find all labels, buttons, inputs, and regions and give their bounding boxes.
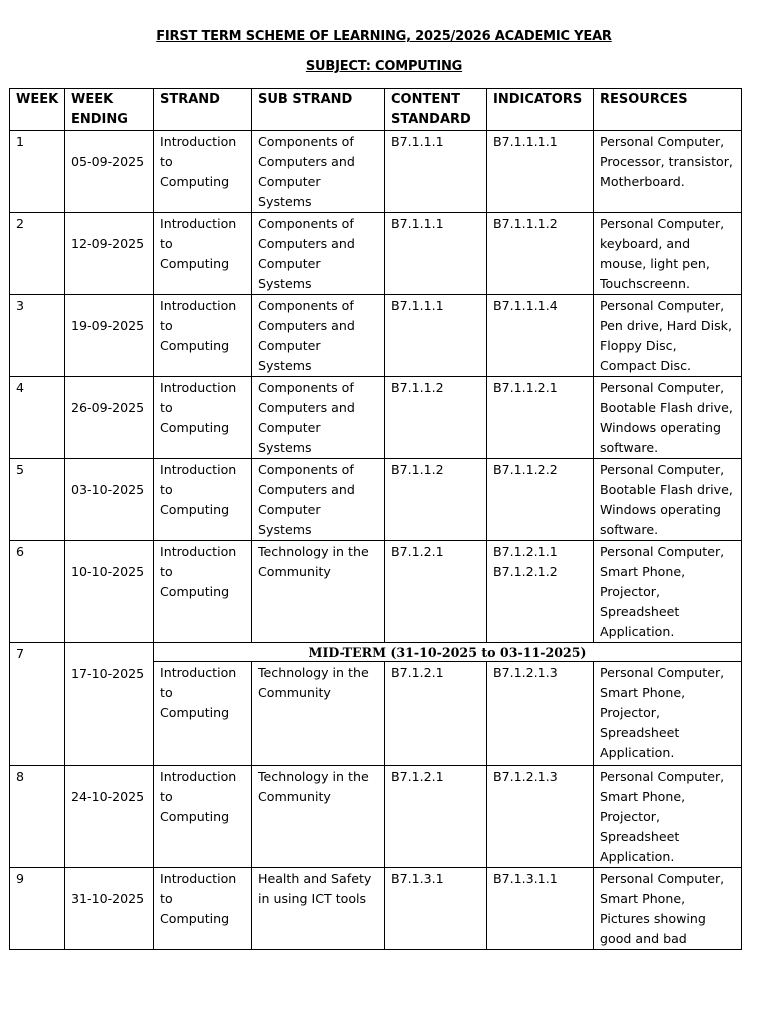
cell-indicators — [487, 377, 594, 459]
cell-sub-strand: Components of Computers and Computer Systems — [252, 377, 385, 459]
cell-sub-strand: Components of Computers and Computer Systems — [252, 131, 385, 213]
cell-sub-strand: Health and Safety in using ICT tools — [252, 868, 385, 950]
cell-resources: Personal Computer, Pen drive, Hard Disk, Floppy Disc, Compact Disc. — [594, 295, 742, 377]
cell-week: 8 — [10, 766, 65, 868]
cell-strand: Introduction to Computing — [154, 868, 252, 950]
cell-resources: Personal Computer, Smart Phone, Pictures showing good and bad — [594, 868, 742, 950]
cell-content-standard: B7.1.2.1 — [385, 541, 487, 643]
cell-strand: Introduction to Computing — [154, 131, 252, 213]
cell-week: 7 — [10, 643, 65, 766]
header-week-ending-line2: ENDING — [71, 112, 128, 127]
indicator-code: B7.1.1.1.4 — [493, 298, 558, 313]
cell-week: 1 — [10, 131, 65, 213]
header-strand: STRAND — [154, 89, 252, 131]
indicator-code: B7.1.3.1.1 — [493, 871, 558, 886]
cell-sub-strand: Components of Computers and Computer Systems — [252, 295, 385, 377]
cell-strand: Introduction to Computing — [154, 662, 252, 766]
cell-indicators — [487, 295, 594, 377]
cell-strand: Introduction to Computing — [154, 213, 252, 295]
cell-indicators — [487, 213, 594, 295]
cell-indicators — [487, 766, 594, 868]
table-row — [10, 459, 742, 541]
cell-week: 2 — [10, 213, 65, 295]
cell-content-standard: B7.1.1.2 — [385, 377, 487, 459]
cell-strand: Introduction to Computing — [154, 541, 252, 643]
subject-title: SUBJECT: COMPUTING — [305, 59, 463, 74]
scheme-of-learning-table — [9, 88, 742, 950]
cell-content-standard: B7.1.1.1 — [385, 213, 487, 295]
table-row — [10, 868, 742, 950]
table-row — [10, 295, 742, 377]
cell-resources: Personal Computer, keyboard, and mouse, light pen, Touchscreenn. — [594, 213, 742, 295]
cell-sub-strand: Technology in the Community — [252, 766, 385, 868]
header-content-standard-line2: STANDARD — [391, 112, 471, 127]
cell-content-standard: B7.1.1.2 — [385, 459, 487, 541]
cell-resources: Personal Computer, Smart Phone, Projector, Spreadsheet Application. — [594, 541, 742, 643]
indicator-code: B7.1.2.1.3 — [493, 769, 558, 784]
table-header-row — [10, 89, 742, 131]
document-title: FIRST TERM SCHEME OF LEARNING, 2025/2026 ACADEMIC YEAR — [156, 29, 612, 44]
cell-sub-strand: Components of Computers and Computer Systems — [252, 459, 385, 541]
cell-indicators — [487, 868, 594, 950]
cell-week-ending: 05-09-2025 — [65, 131, 154, 213]
header-sub-strand: SUB STRAND — [252, 89, 385, 131]
header-content-standard — [385, 89, 487, 131]
cell-resources: Personal Computer, Processor, transistor, Motherboard. — [594, 131, 742, 213]
cell-week-ending: 03-10-2025 — [65, 459, 154, 541]
cell-week: 9 — [10, 868, 65, 950]
cell-week-ending: 26-09-2025 — [65, 377, 154, 459]
header-week: WEEK — [10, 89, 65, 131]
cell-sub-strand: Technology in the Community — [252, 662, 385, 766]
header-week-ending — [65, 89, 154, 131]
cell-resources: Personal Computer, Bootable Flash drive, Windows operating software. — [594, 377, 742, 459]
table-row — [10, 377, 742, 459]
cell-indicators — [487, 459, 594, 541]
table-row — [10, 213, 742, 295]
cell-week: 6 — [10, 541, 65, 643]
header-week-ending-line1: WEEK — [71, 92, 114, 107]
cell-week-ending: 10-10-2025 — [65, 541, 154, 643]
table-row-midterm — [10, 643, 742, 662]
cell-week-ending: 31-10-2025 — [65, 868, 154, 950]
cell-indicators — [487, 131, 594, 213]
midterm-banner: MID-TERM (31-10-2025 to 03-11-2025) — [154, 643, 742, 662]
cell-content-standard: B7.1.2.1 — [385, 662, 487, 766]
cell-week-ending: 24-10-2025 — [65, 766, 154, 868]
indicator-code: B7.1.2.1.3 — [493, 665, 558, 680]
indicator-code: B7.1.2.1.2 — [493, 564, 558, 579]
cell-strand: Introduction to Computing — [154, 766, 252, 868]
cell-strand: Introduction to Computing — [154, 295, 252, 377]
cell-content-standard: B7.1.3.1 — [385, 868, 487, 950]
cell-week-ending: 19-09-2025 — [65, 295, 154, 377]
cell-strand: Introduction to Computing — [154, 377, 252, 459]
header-resources: RESOURCES — [594, 89, 742, 131]
cell-strand: Introduction to Computing — [154, 459, 252, 541]
cell-week: 5 — [10, 459, 65, 541]
indicator-code: B7.1.1.1.2 — [493, 216, 558, 231]
header-indicators: INDICATORS — [487, 89, 594, 131]
table-row — [10, 766, 742, 868]
cell-indicators — [487, 662, 594, 766]
indicator-code: B7.1.2.1.1 — [493, 544, 558, 559]
indicator-code: B7.1.1.1.1 — [493, 134, 558, 149]
cell-content-standard: B7.1.2.1 — [385, 766, 487, 868]
cell-week: 3 — [10, 295, 65, 377]
cell-content-standard: B7.1.1.1 — [385, 295, 487, 377]
table-row — [10, 131, 742, 213]
cell-resources: Personal Computer, Bootable Flash drive, Windows operating software. — [594, 459, 742, 541]
cell-indicators — [487, 541, 594, 643]
table-row — [10, 541, 742, 643]
cell-week-ending: 12-09-2025 — [65, 213, 154, 295]
indicator-code: B7.1.1.2.1 — [493, 380, 558, 395]
indicator-code: B7.1.1.2.2 — [493, 462, 558, 477]
header-content-standard-line1: CONTENT — [391, 92, 460, 107]
cell-resources: Personal Computer, Smart Phone, Projector, Spreadsheet Application. — [594, 662, 742, 766]
cell-content-standard: B7.1.1.1 — [385, 131, 487, 213]
cell-sub-strand: Technology in the Community — [252, 541, 385, 643]
cell-sub-strand: Components of Computers and Computer Systems — [252, 213, 385, 295]
cell-week: 4 — [10, 377, 65, 459]
cell-week-ending: 17-10-2025 — [65, 643, 154, 766]
cell-resources: Personal Computer, Smart Phone, Projector, Spreadsheet Application. — [594, 766, 742, 868]
